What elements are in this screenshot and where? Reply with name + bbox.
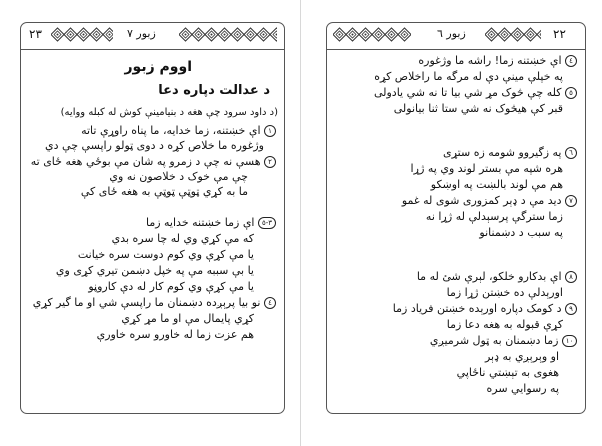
verse-text: هم مې لوند بالښت په اوښکو xyxy=(430,178,563,191)
verse-line xyxy=(418,54,577,68)
verse-line xyxy=(447,286,563,300)
verse-text: يا مې کړې وي کوم کار له دې کاروڼو xyxy=(88,280,254,293)
verse-line xyxy=(45,139,264,153)
verse-text: هم عزت زما له خاورو سره خاورې xyxy=(96,328,254,341)
verse-line xyxy=(109,170,248,184)
verse-marker: ٦ xyxy=(565,147,577,159)
verse-line xyxy=(393,302,577,316)
verse-line xyxy=(121,312,254,326)
verse-line xyxy=(430,334,577,348)
left-page-number: ٢٣ xyxy=(29,27,42,41)
verse-line xyxy=(146,216,276,230)
verse-text: اې بدکارو خلکو، لېرې شئ له ما xyxy=(416,270,562,283)
verse-text: وژغوره ما خلاص کړه د دوی ټولو راپسې چې دي xyxy=(45,139,264,152)
verse-text: هغوی به تېښتي ناځاپي xyxy=(456,366,559,379)
verse-text: اې خښتنه، زما خدايه، ما پناه راوړې تاته xyxy=(81,124,261,137)
verse-text: اې خښتنه زما! راشه ما وژغوره xyxy=(418,54,562,67)
right-page xyxy=(326,22,586,414)
verse-line xyxy=(485,350,559,364)
verse-line xyxy=(374,86,577,100)
verse-text: ديد مې د ډېر کمزوری شوی له غمو xyxy=(401,194,562,207)
verse-marker: ٣-٥ xyxy=(258,217,276,229)
verse-text: يا مې کړې وي کوم دوست سره خيانت xyxy=(77,248,254,261)
verse-text: زما سترگې پرسېدلې له ژړا نه xyxy=(425,210,563,223)
verse-line xyxy=(88,280,254,294)
verse-text: که مې کړي وي له چا سره بدي xyxy=(111,232,254,245)
verse-text: کله چې څوک مړ شي بيا تا نه شي يادولی xyxy=(373,86,562,99)
psalm-subheading: د عدالت دپاره دعا xyxy=(158,83,270,98)
verse-text: کړې قبوله به هغه دعا زما xyxy=(446,318,563,331)
verse-text: او وېرېږي به ډېر xyxy=(484,350,559,363)
psalm-superscription: (د داود سرود چې هغه د بنيامينې کوش له کبله ووايه) xyxy=(60,107,278,118)
verse-marker: ١ xyxy=(264,125,276,137)
verse-marker: ٤ xyxy=(565,55,577,67)
verse-marker: ٢ xyxy=(264,156,276,168)
verse-line xyxy=(112,232,254,246)
verse-line xyxy=(447,318,563,332)
verse-text: يا بې سببه مې په خپل دښمن تيري کړی وي xyxy=(55,264,254,277)
verse-text: قبر کې هيڅوک نه شي ستا ثنا بيانولی xyxy=(393,102,563,115)
verse-line xyxy=(479,226,563,240)
verse-line xyxy=(374,70,563,84)
verse-line xyxy=(431,178,563,192)
right-page-header xyxy=(327,23,585,50)
verse-marker: ١٠ xyxy=(562,335,577,347)
verse-marker: ٨ xyxy=(565,271,577,283)
verse-text: ما به کړي ټوټې ټوټې به هغه ځای کې xyxy=(80,185,248,198)
verse-text: کړي پايمال مې او ما مړ کړي xyxy=(121,312,254,325)
verse-marker: ٩ xyxy=(565,303,577,315)
verse-text: اې زما خښتنه خدايه زما xyxy=(145,216,255,229)
verse-line xyxy=(411,162,563,176)
verse-line xyxy=(97,328,254,342)
verse-line xyxy=(443,146,577,160)
verse-marker: ٧ xyxy=(565,195,577,207)
verse-line xyxy=(394,102,563,116)
verse-line xyxy=(426,210,563,224)
left-page-header-title: زبور ٧ xyxy=(127,27,156,40)
verse-line xyxy=(56,264,254,278)
verse-text: په سبب د دښمنانو xyxy=(479,226,563,239)
verse-line xyxy=(78,248,254,262)
right-page-header-title: زبور ٦ xyxy=(437,27,466,40)
page-gutter xyxy=(300,0,301,446)
verse-line xyxy=(487,382,560,396)
left-page xyxy=(20,22,285,414)
verse-line xyxy=(81,185,248,199)
verse-marker: ٥ xyxy=(565,87,577,99)
right-page-number: ٢٢ xyxy=(553,27,566,41)
verse-text: اورېدلې ده خښتن ژړا زما xyxy=(446,286,563,299)
verse-text: په رسوايي سره xyxy=(486,382,559,395)
left-header-ornament-icon xyxy=(51,26,113,43)
psalm-heading: اووم زبور xyxy=(124,59,192,75)
verse-line xyxy=(81,124,276,138)
verse-text: نو بيا پرېږده دښمنان ما راپسې شي او ما گير کړي xyxy=(32,296,261,309)
verse-text: هسې نه چې د زمرو په شان مې بوځي هغه ځای ته xyxy=(30,155,261,168)
verse-marker: ٤ xyxy=(264,297,276,309)
verse-line xyxy=(417,270,577,284)
verse-text: په زگيروو شومه زه ستړی xyxy=(443,146,562,159)
verse-text: زما دښمنان به ټول شرميږي xyxy=(429,334,559,347)
right-header-ornament-icon xyxy=(485,26,541,43)
verse-text: د کومک دپاره اورېده خښتن فرياد زما xyxy=(392,302,562,315)
verse-text: په خپلې مينې دې له مرگه ما راخلاص کړه xyxy=(374,70,563,83)
verse-line xyxy=(457,366,559,380)
verse-line xyxy=(402,194,577,208)
verse-line xyxy=(31,155,276,169)
right-header-ornament-left-icon xyxy=(333,26,411,43)
left-page-header xyxy=(21,23,284,50)
verse-text: هره شپه مې بستر لوند وي په ژړا xyxy=(410,162,563,175)
left-header-ornament-right-icon xyxy=(179,26,277,43)
verse-text: چې مې خوک د خلاصون نه وي xyxy=(109,170,248,183)
verse-line xyxy=(33,296,276,310)
